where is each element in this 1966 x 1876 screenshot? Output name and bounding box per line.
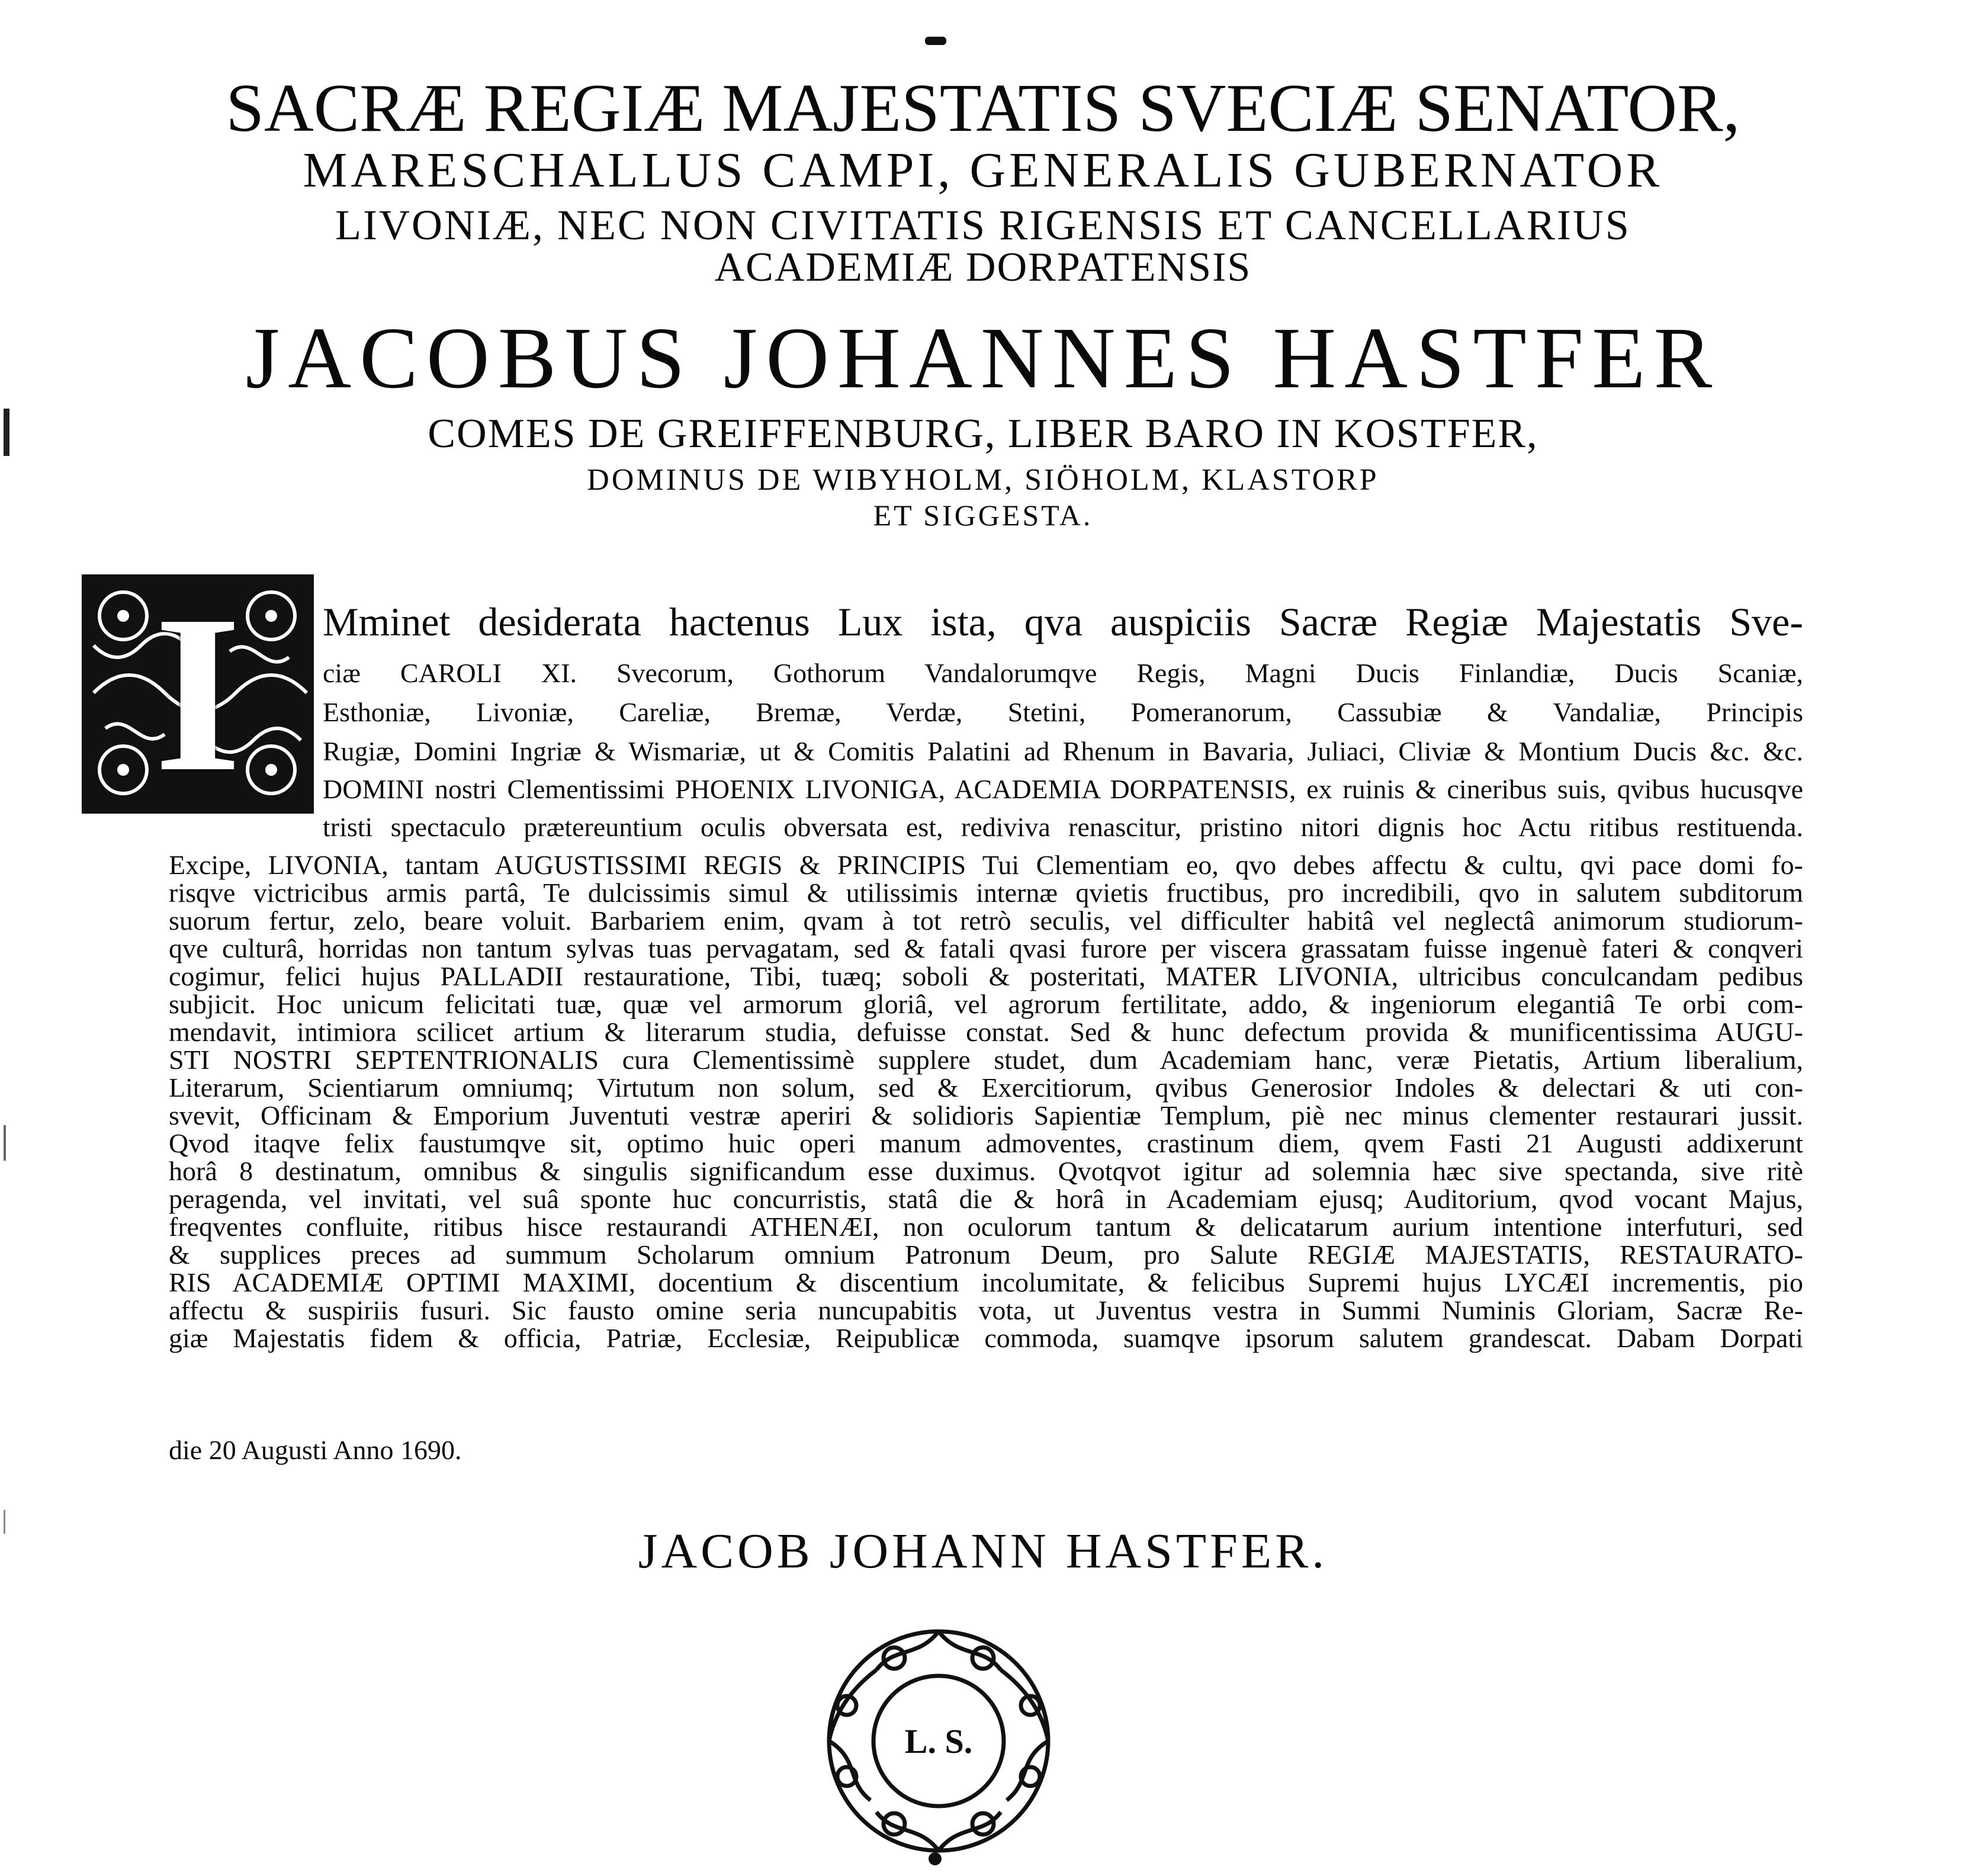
body-line: Mminet desiderata hactenus Lux ista, qva auspiciis Sacræ Regiæ Majestatis Sve-: [323, 599, 1803, 644]
closing-date-line: die 20 Augusti Anno 1690.: [169, 1435, 462, 1465]
author-name: JACOBUS JOHANNES HASTFER: [245, 310, 1721, 407]
seal: [805, 1623, 1072, 1859]
body-line: Rugiæ, Domini Ingriæ & Wismariæ, ut & Comitis Palatini ad Rhenum in Bavaria, Juliaci, Cliviæ & Montium Ducis &c. &c.: [323, 736, 1803, 766]
body-line: peragenda, vel invitati, vel suâ sponte huc concurristis, statâ die & horâ in Academiam ejusq; Auditorium, qvod vocant Majus,: [169, 1184, 1803, 1214]
header-line-3: LIVONIÆ, NEC NON CIVITATIS RIGENSIS ET CANCELLARIUS: [335, 201, 1631, 249]
initial-letter: I: [154, 569, 242, 818]
body-line: risqve victricibus armis partâ, Te dulcissimis simul & utilissimis internæ qvietis fructibus, pro incredibili, qvo in salutem subditorum: [169, 878, 1803, 908]
body-line: DOMINI nostri Clementissimi PHOENIX LIVONIGA, ACADEMIA DORPATENSIS, ex ruinis & cineribus suis, qvibus hucusqve: [323, 774, 1803, 804]
body-line: cogimur, felici hujus PALLADII restauratione, Tibi, tuæq; soboli & posteritati, MATER LIVONIA, ultricibus conculcandam pedibus: [169, 961, 1803, 991]
body-line: horâ 8 destinatum, omnibus & singulis significandum esse duximus. Qvotqvot igitur ad solemnia hæc sive spectanda, sive ritè: [169, 1156, 1803, 1186]
header-line-1: SACRÆ REGIÆ MAJESTATIS SVECIÆ SENATOR,: [226, 70, 1740, 146]
title-line-1: COMES DE GREIFFENBURG, LIBER BARO IN KOSTFER,: [428, 411, 1538, 457]
body-line: ciæ CAROLI XI. Svecorum, Gothorum Vandalorumqve Regis, Magni Ducis Finlandiæ, Ducis Scaniæ,: [323, 658, 1803, 688]
title-line-2: DOMINUS DE WIBYHOLM, SIÖHOLM, KLASTORP: [587, 463, 1379, 497]
bottom-ink-mark: [929, 1852, 942, 1865]
body-line: giæ Majestatis fidem & officia, Patriæ, Ecclesiæ, Reipublicæ commoda, suamqve ipsorum salutem grandescat. Dabam Dorpati: [169, 1323, 1803, 1353]
body-line: RIS ACADEMIÆ OPTIMI MAXIMI, docentium & discentium incolumitate, & felicibus Supremi hujus LYCÆI incrementis, pio: [169, 1267, 1803, 1297]
signature: JACOB JOHANN HASTFER.: [638, 1524, 1328, 1579]
margin-ink-mark: [4, 1125, 6, 1161]
body-line: tristi spectaculo prætereuntium oculis obversata est, rediviva renascitur, pristino nitori dignis hoc Actu ritibus restituenda.: [323, 812, 1803, 842]
body-line: STI NOSTRI SEPTENTRIONALIS cura Clementissimè supplere studet, dum Academiam hanc, veræ Pietatis, Artium liberalium,: [169, 1045, 1803, 1075]
body-line: suorum fertur, zelo, beare voluit. Barbariem enim, qvam à tot retrò seculis, vel difficulter habitâ vel neglectâ animorum studiorum-: [169, 905, 1803, 936]
body-line: Qvod itaqve felix faustumqve sit, optimo huic operi manum admoventes, crastinum diem, qvem Fasti 21 Augusti addixerunt: [169, 1128, 1803, 1158]
header-line-2: MARESCHALLUS CAMPI, GENERALIS GUBERNATOR: [303, 143, 1663, 198]
title-line-3: ET SIGGESTA.: [873, 499, 1093, 532]
body-line: subjicit. Hoc unicum felicitati tuæ, quæ vel armorum gloriâ, vel agrorum fertilitate, addo, & ingeniorum elegantiâ Te orbi com-: [169, 989, 1803, 1019]
body-line: & supplices preces ad summum Scholarum omnium Patronum Deum, pro Salute REGIÆ MAJESTATIS, RESTAURATO-: [169, 1239, 1803, 1270]
header-line-4: ACADEMIÆ DORPATENSIS: [714, 245, 1252, 290]
top-ink-mark: [925, 37, 946, 45]
body-line: qve culturâ, horridas non tantum sylvas tuas pervagatam, sed & fatali qvasi furore per viscera grassatam fuisse ingenuè fateri & conqveri: [169, 933, 1803, 963]
body-line: Literarum, Scientiarum omniumq; Virtutum non solum, sed & Exercitiorum, qvibus Generosior Indoles & delectari & uti con-: [169, 1072, 1803, 1103]
body-line: affectu & suspiriis fusuri. Sic fausto omine seria nuncupabitis vota, ut Juventus vestra in Summi Numinis Gloriam, Sacræ Re-: [169, 1295, 1803, 1325]
body-line: freqventes confluite, ritibus hisce restaurandi ATHENÆI, non oculorum tantum & delicatarum aurium intentione interfuturi, sed: [169, 1212, 1803, 1242]
body-line: Excipe, LIVONIA, tantam AUGUSTISSIMI REGIS & PRINCIPIS Tui Clementiam eo, qvo debes affectu & cultu, qvi pace domi fo-: [169, 850, 1803, 880]
decorated-initial: [82, 569, 314, 818]
body-line: svevit, Officinam & Emporium Juventuti vestræ aperiri & solidioris Sapientiæ Templum, piè nec minus clementer restaurari jussit.: [169, 1100, 1803, 1130]
body-line: Esthoniæ, Livoniæ, Careliæ, Bremæ, Verdæ, Stetini, Pomeranorum, Cassubiæ & Vandaliæ, Principis: [323, 697, 1803, 727]
seal-text: L. S.: [904, 1721, 973, 1761]
body-line: mendavit, intimiora scilicet artium & literarum studia, defuisse constat. Sed & hunc defectum provida & munificentissima AUGU-: [169, 1017, 1803, 1047]
